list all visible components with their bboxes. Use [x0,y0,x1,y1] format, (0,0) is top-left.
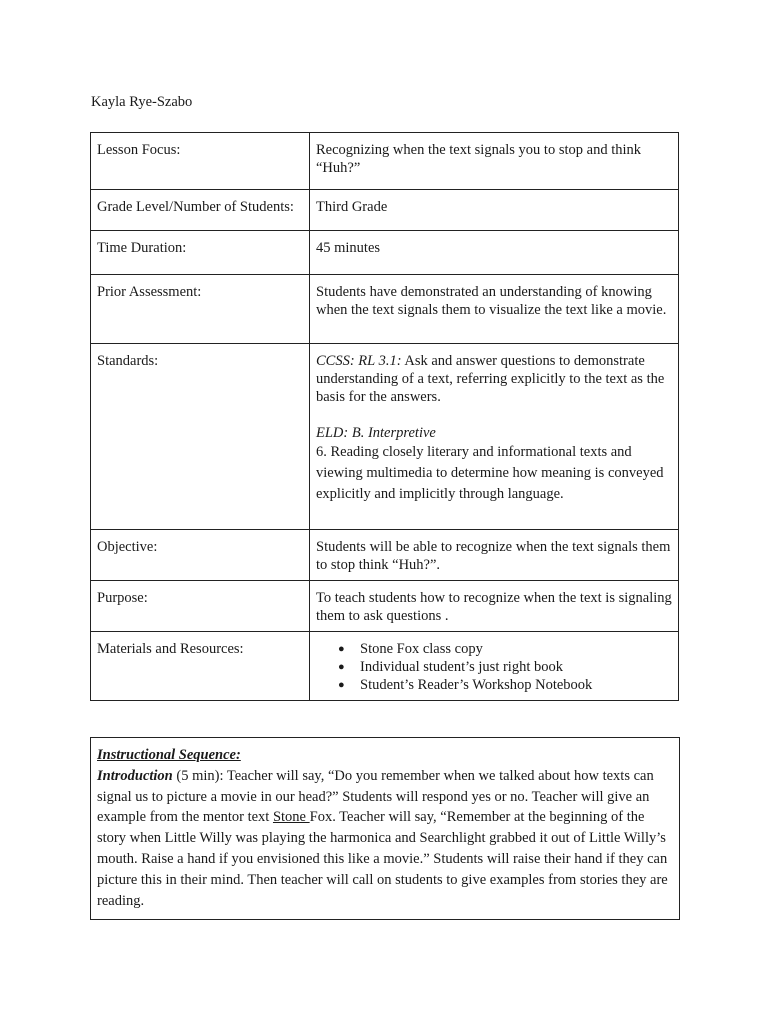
label-purpose: Purpose: [91,581,310,632]
value-lesson-focus: Recognizing when the text signals you to stop and think “Huh?” [310,133,679,190]
value-materials [310,632,679,701]
eld-text: 6. Reading closely literary and informational texts and viewing multimedia to determine how meaning is conveyed explicitly and implicitly through language. [316,444,664,502]
value-standards [310,344,679,530]
list-item: ● Student’s Reader’s Workshop Notebook [360,676,672,694]
author-name: Kayla Rye-Szabo [91,94,193,110]
label-time-duration: Time Duration: [91,231,310,275]
introduction-text-part-2: Fox. Teacher will say, “Remember at the beginning of the story when Little Willy was playing the harmonica and Searchlight grabbed it out of Little Willy’s mouth. Raise a hand if you envisioned this like a movie.” Students will raise their hand if they can picture this in their mind. Then teacher will call on students to give examples from stories they are reading. [97,809,668,909]
value-objective: Students will be able to recognize when the text signals them to stop think “Huh?”. [310,530,679,581]
list-item: ● Stone Fox class copy [360,640,672,658]
ccss-text: Ask and answer questions to demonstrate understanding of a text, referring explicitly to the text as the basis for the answers. [316,353,665,405]
value-prior-assessment: Students have demonstrated an understanding of knowing when the text signals them to visualize the text like a movie. [310,275,679,344]
table-row-time-duration [91,231,679,275]
table-row-standards [91,344,679,530]
book-title: Stone [272,809,310,826]
label-prior-assessment: Prior Assessment: [91,275,310,344]
table-row-purpose [91,581,679,632]
instructional-sequence-heading: Instructional Sequence: [97,747,241,763]
table-row-materials [91,632,679,701]
materials-list [316,640,672,694]
introduction-paragraph [97,766,673,912]
ccss-standard [316,352,672,406]
label-objective: Objective: [91,530,310,581]
label-lesson-focus: Lesson Focus: [91,133,310,190]
table-row-lesson-focus [91,133,679,190]
introduction-label: Introduction [97,767,173,784]
lesson-plan-table [90,132,679,701]
instructional-sequence-box [90,737,680,920]
label-standards: Standards: [91,344,310,530]
value-grade-level: Third Grade [310,190,679,231]
list-item: ● Individual student’s just right book [360,658,672,676]
label-grade-level: Grade Level/Number of Students: [91,190,310,231]
table-row-objective [91,530,679,581]
label-materials: Materials and Resources: [91,632,310,701]
value-purpose: To teach students how to recognize when the text is signaling them to ask questions . [310,581,679,632]
value-time-duration: 45 minutes [310,231,679,275]
table-row-grade-level [91,190,679,231]
table-row-prior-assessment [91,275,679,344]
ccss-code: CCSS: RL 3.1: [316,353,402,369]
eld-heading: ELD: B. Interpretive [316,425,436,441]
introduction-text-part-1: (5 min): Teacher will say, “Do you remember when we talked about how texts can signal us to picture a movie in our head?” Students will respond yes or no. Teacher will give an example from the mentor text [97,767,654,826]
